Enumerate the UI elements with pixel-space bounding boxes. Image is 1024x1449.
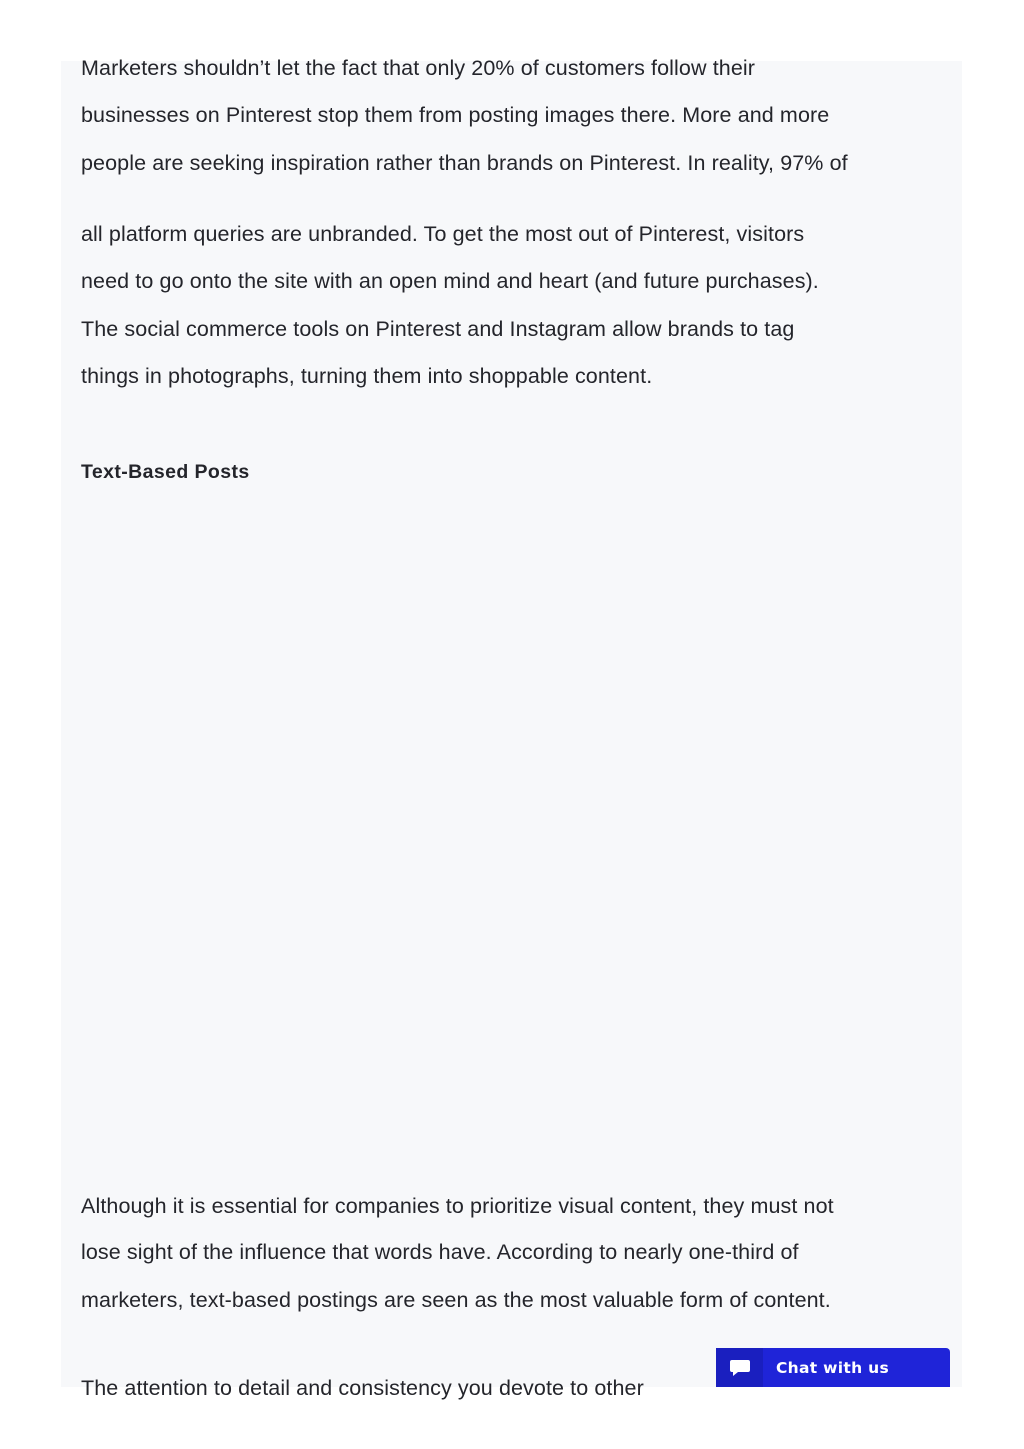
section-heading-text-based-posts: Text-Based Posts [81, 461, 250, 483]
chat-with-us-button[interactable] [716, 1348, 950, 1387]
article-content [61, 56, 962, 1400]
paragraph-1-line-1: Marketers shouldn’t let the fact that only 20% of customers follow their [81, 56, 756, 80]
paragraph-1-line-2: businesses on Pinterest stop them from posting images there. More and more [81, 103, 830, 127]
paragraph-1-line-7: things in photographs, turning them into shoppable content. [81, 364, 653, 388]
chat-bubble-icon [716, 1348, 763, 1387]
paragraph-1-line-3: people are seeking inspiration rather than brands on Pinterest. In reality, 97% of [81, 151, 848, 175]
paragraph-1-line-4: all platform queries are unbranded. To get the most out of Pinterest, visitors [81, 222, 805, 246]
paragraph-3-line-1: The attention to detail and consistency you devote to other [81, 1376, 644, 1400]
paragraph-2-line-1: Although it is essential for companies to prioritize visual content, they must not [81, 1194, 834, 1218]
paragraph-2-line-3: marketers, text-based postings are seen as the most valuable form of content. [81, 1288, 831, 1312]
embedded-image-placeholder [81, 511, 941, 1161]
paragraph-2-line-2: lose sight of the influence that words have. According to nearly one-third of [81, 1240, 799, 1264]
chat-with-us-label: Chat with us [776, 1358, 890, 1377]
paragraph-1-line-6: The social commerce tools on Pinterest and Instagram allow brands to tag [81, 317, 795, 341]
paragraph-1-line-5: need to go onto the site with an open mind and heart (and future purchases). [81, 269, 819, 293]
